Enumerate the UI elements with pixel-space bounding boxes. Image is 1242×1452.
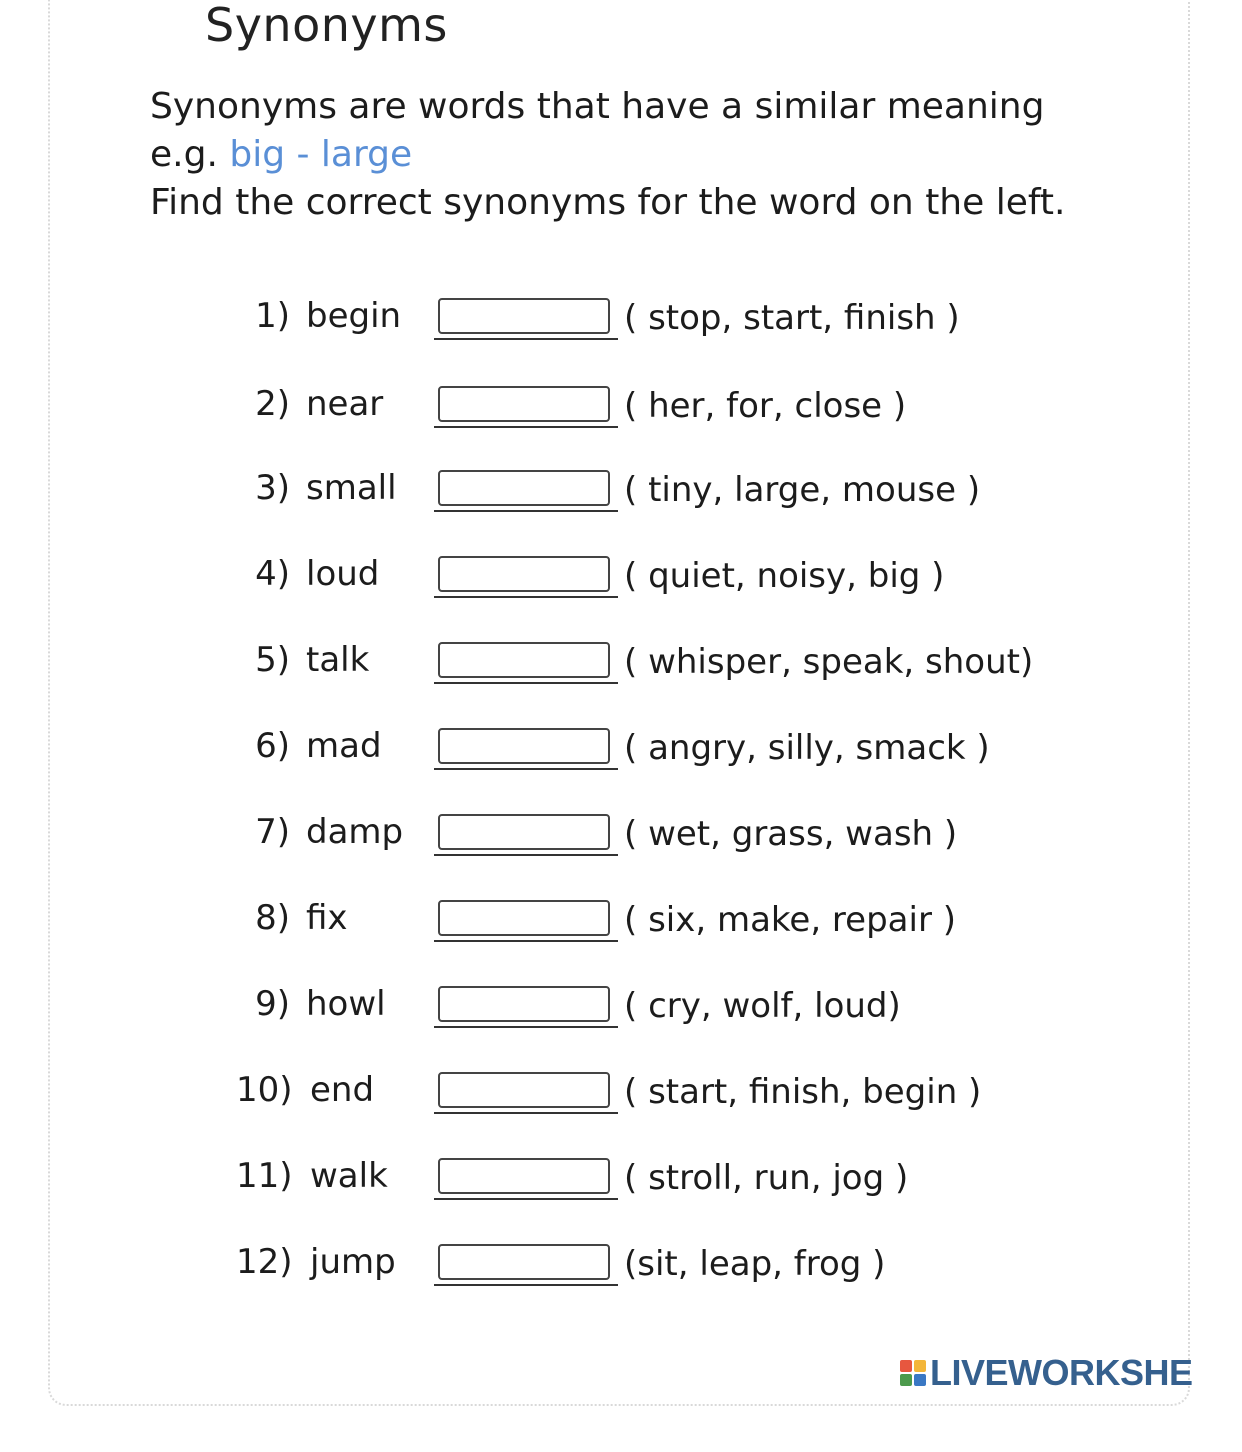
answer-input[interactable]: [438, 986, 610, 1022]
answer-options: ( angry, silly, smack ): [624, 728, 990, 768]
answer-options: ( start, finish, begin ): [624, 1072, 982, 1112]
intro-example: [150, 134, 412, 175]
answer-options: ( tiny, large, mouse ): [624, 470, 981, 510]
question-word: talk: [306, 640, 370, 680]
question-row: [0, 384, 1242, 444]
page-title: Synonyms: [205, 0, 448, 52]
question-number: 6): [255, 726, 290, 766]
answer-input[interactable]: [438, 556, 610, 592]
example-prefix: e.g.: [150, 134, 218, 175]
answer-options: ( stroll, run, jog ): [624, 1158, 909, 1198]
answer-options: ( cry, wolf, loud): [624, 986, 901, 1026]
answer-underline: [434, 596, 618, 598]
answer-options: (sit, leap, frog ): [624, 1244, 886, 1284]
logo-tile-3: [900, 1374, 912, 1386]
question-word: begin: [306, 296, 402, 336]
logo-tile-2: [914, 1360, 926, 1372]
answer-input[interactable]: [438, 1072, 610, 1108]
answer-options: ( her, for, close ): [624, 386, 907, 426]
example-pair: big - large: [229, 134, 413, 175]
question-number: 4): [255, 554, 290, 594]
answer-options: ( quiet, noisy, big ): [624, 556, 945, 596]
question-number: 5): [255, 640, 290, 680]
answer-underline: [434, 768, 618, 770]
question-row: [0, 812, 1242, 872]
question-word: howl: [306, 984, 386, 1024]
question-word: small: [306, 468, 397, 508]
answer-underline: [434, 1026, 618, 1028]
question-number: 7): [255, 812, 290, 852]
question-number: 9): [255, 984, 290, 1024]
question-word: near: [306, 384, 384, 424]
answer-underline: [434, 1112, 618, 1114]
intro-definition: Synonyms are words that have a similar meaning: [150, 86, 1045, 127]
answer-options: ( wet, grass, wash ): [624, 814, 958, 854]
liveworksheets-logo: [900, 1352, 1193, 1394]
question-row: [0, 640, 1242, 700]
answer-underline: [434, 1198, 618, 1200]
question-row: [0, 296, 1242, 356]
answer-input[interactable]: [438, 386, 610, 422]
answer-underline: [434, 338, 618, 340]
answer-input[interactable]: [438, 1244, 610, 1280]
answer-underline: [434, 426, 618, 428]
question-number: 2): [255, 384, 290, 424]
question-row: [0, 554, 1242, 614]
brand-text: LIVEWORKSHE: [930, 1352, 1193, 1393]
answer-options: ( six, make, repair ): [624, 900, 956, 940]
logo-tile-1: [900, 1360, 912, 1372]
question-word: loud: [306, 554, 380, 594]
question-number: 1): [255, 296, 290, 336]
question-word: mad: [306, 726, 382, 766]
answer-options: ( stop, start, finish ): [624, 298, 960, 338]
question-word: damp: [306, 812, 404, 852]
question-number: 10): [236, 1070, 293, 1110]
question-row: [0, 984, 1242, 1044]
question-number: 12): [236, 1242, 293, 1282]
question-row: [0, 898, 1242, 958]
answer-options: ( whisper, speak, shout): [624, 642, 1034, 682]
answer-input[interactable]: [438, 900, 610, 936]
answer-input[interactable]: [438, 814, 610, 850]
answer-input[interactable]: [438, 728, 610, 764]
question-word: end: [310, 1070, 375, 1110]
answer-input[interactable]: [438, 642, 610, 678]
question-word: fix: [306, 898, 348, 938]
answer-underline: [434, 940, 618, 942]
question-word: jump: [310, 1242, 396, 1282]
question-row: [0, 1070, 1242, 1130]
question-word: walk: [310, 1156, 388, 1196]
answer-underline: [434, 510, 618, 512]
question-row: [0, 1156, 1242, 1216]
answer-underline: [434, 854, 618, 856]
answer-input[interactable]: [438, 298, 610, 334]
question-row: [0, 1242, 1242, 1302]
answer-input[interactable]: [438, 1158, 610, 1194]
question-number: 3): [255, 468, 290, 508]
question-number: 8): [255, 898, 290, 938]
answer-input[interactable]: [438, 470, 610, 506]
answer-underline: [434, 682, 618, 684]
intro-instruction: Find the correct synonyms for the word on the left.: [150, 182, 1066, 223]
question-row: [0, 726, 1242, 786]
logo-tile-4: [914, 1374, 926, 1386]
question-number: 11): [236, 1156, 293, 1196]
answer-underline: [434, 1284, 618, 1286]
question-row: [0, 468, 1242, 528]
liveworksheets-logo-icon: [900, 1360, 926, 1386]
